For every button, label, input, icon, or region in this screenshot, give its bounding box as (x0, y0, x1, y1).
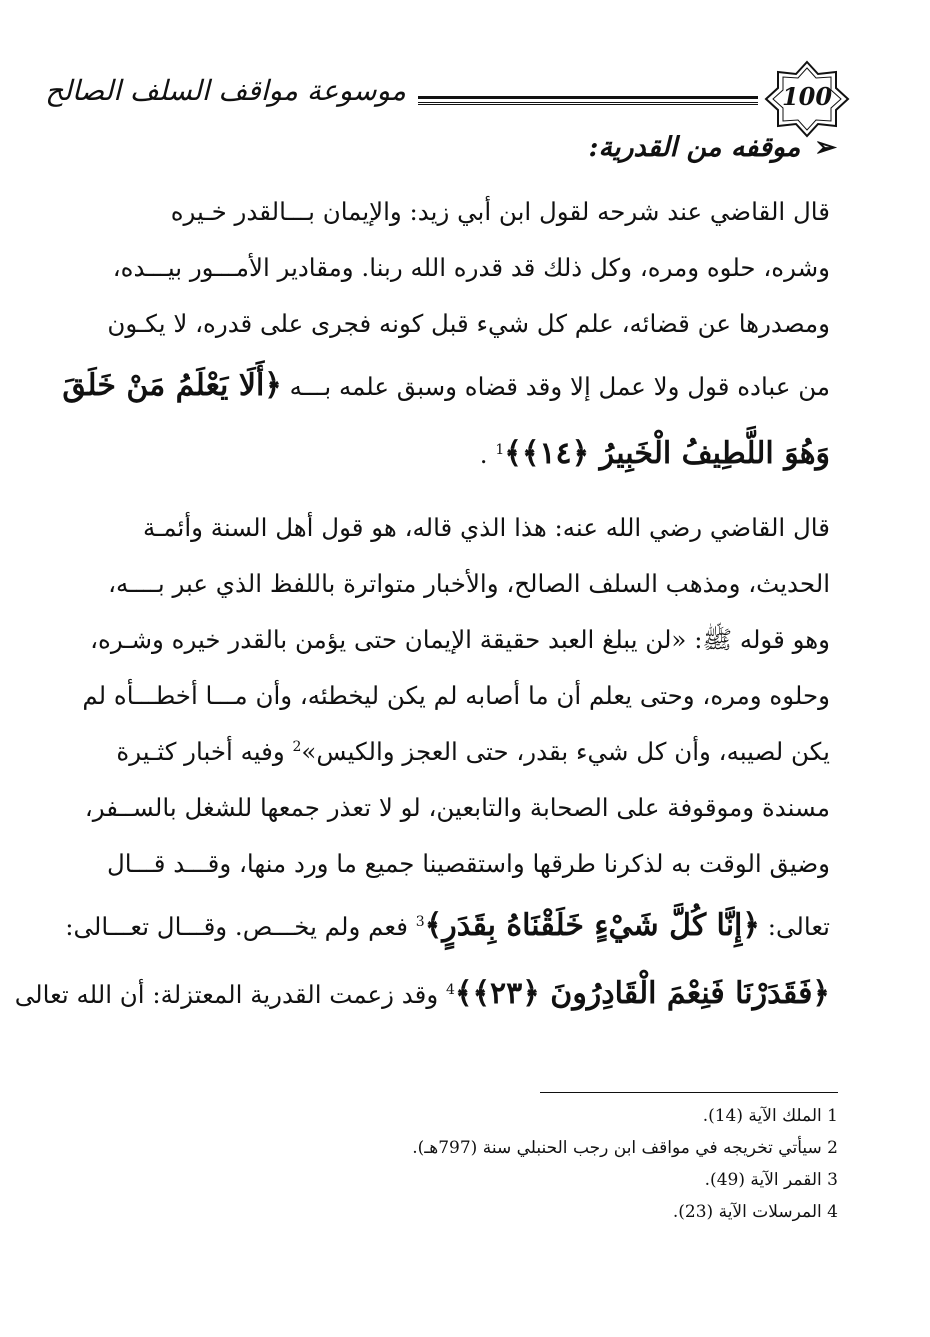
text-segment: يكن لصيبه، وأن كل شيء بقدر، حتى العجز والكيس» (301, 737, 830, 766)
text-line (100, 724, 830, 780)
text-line (14, 960, 830, 1028)
footnotes (138, 1100, 838, 1228)
text-line: قال القاضي عند شرحه لقول ابن أبي زيد: والإيمان بـــالقدر خـيره (170, 197, 830, 226)
section-heading-text: موقفه من القدرية: (588, 132, 801, 163)
header-rule (418, 96, 758, 103)
page-number-badge (764, 60, 850, 138)
text-line (100, 420, 830, 488)
section-heading (589, 132, 837, 163)
text-line: قال القاضي رضي الله عنه: هذا الذي قاله، هو قول أهل السنة وأئمـة (143, 513, 830, 542)
page-header (45, 60, 850, 138)
footnote-ref: 3 (415, 913, 425, 930)
text-segment: من عباده قول ولا عمل إلا وقد قضاه وسبق علمه بـــه (289, 372, 830, 401)
book-title: موسوعة مواقف السلف الصالح (45, 74, 406, 107)
quran-verse: وَهُوَ اللَّطِيفُ الْخَبِيرُ ﴿١٤﴾﴾ (504, 436, 830, 471)
text-line (62, 352, 830, 420)
text-line (65, 892, 830, 960)
page-number: 100 (781, 82, 833, 111)
footnote-ref: 1 (495, 441, 505, 458)
paragraph-2 (14, 500, 830, 1028)
text-line: وضيق الوقت به لذكرنا طرقها واستقصينا جميع ما ورد منها، وقـــد قـــال (106, 849, 830, 878)
text-line: ومصدرها عن قضائه، علم كل شيء قبل كونه فجرى على قدره، لا يكـون (107, 309, 830, 338)
footnote-separator (540, 1092, 838, 1093)
text-line: مسندة وموقوفة على الصحابة والتابعين، لو لا تعذر جمعها للشغل بالســفر، (84, 793, 830, 822)
text-segment: . (479, 440, 488, 469)
text-segment: فعم ولم يخـــص. وقـــال تعـــالى: (65, 912, 416, 941)
text-segment: وفيه أخبار كثـيرة (116, 737, 293, 766)
quran-verse: ﴿إِنَّا كُلَّ شَيْءٍ خَلَقْنَاهُ بِقَدَرٍ﴾ (424, 908, 760, 943)
footnote: 4 المرسلات الآية (23). (672, 1202, 838, 1222)
footnote: 2 سيأتي تخريجه في مواقف ابن رجب الحنبلي سنة (797هـ). (412, 1138, 838, 1158)
text-segment: وقد زعمت القدرية المعتزلة: أن الله تعالى (14, 980, 446, 1009)
footnote: 1 الملك الآية (14). (702, 1106, 838, 1126)
text-line: الحديث، ومذهب السلف الصالح، والأخبار متواترة باللفظ الذي عبر بــــه، (108, 569, 830, 598)
text-segment: تعالى: (759, 912, 830, 941)
footnote: 3 القمر الآية (49). (704, 1170, 838, 1190)
text-line: وحلوه ومره، وحتى يعلم أن ما أصابه لم يكن ليخطئه، وأن مـــا أخطـــأه لم (82, 681, 830, 710)
text-line: وهو قوله ﷺ: «لن يبلغ العبد حقيقة الإيمان حتى يؤمن بالقدر خيره وشـره، (90, 625, 830, 654)
paragraph-1 (62, 184, 830, 488)
footnote-ref: 2 (292, 738, 302, 755)
bullet-arrow-icon: ➢ (814, 132, 837, 163)
text-line: وشره، حلوه ومره، وكل ذلك قد قدره الله ربنا. ومقادير الأمـــور بيـــده، (112, 253, 830, 282)
quran-verse: ﴿أَلَا يَعْلَمُ مَنْ خَلَقَ (62, 368, 282, 403)
footnote-ref: 4 (445, 981, 455, 998)
quran-verse: ﴿فَقَدَرْنَا فَنِعْمَ الْقَادِرُونَ ﴿٢٣﴾﴾ (454, 976, 830, 1011)
